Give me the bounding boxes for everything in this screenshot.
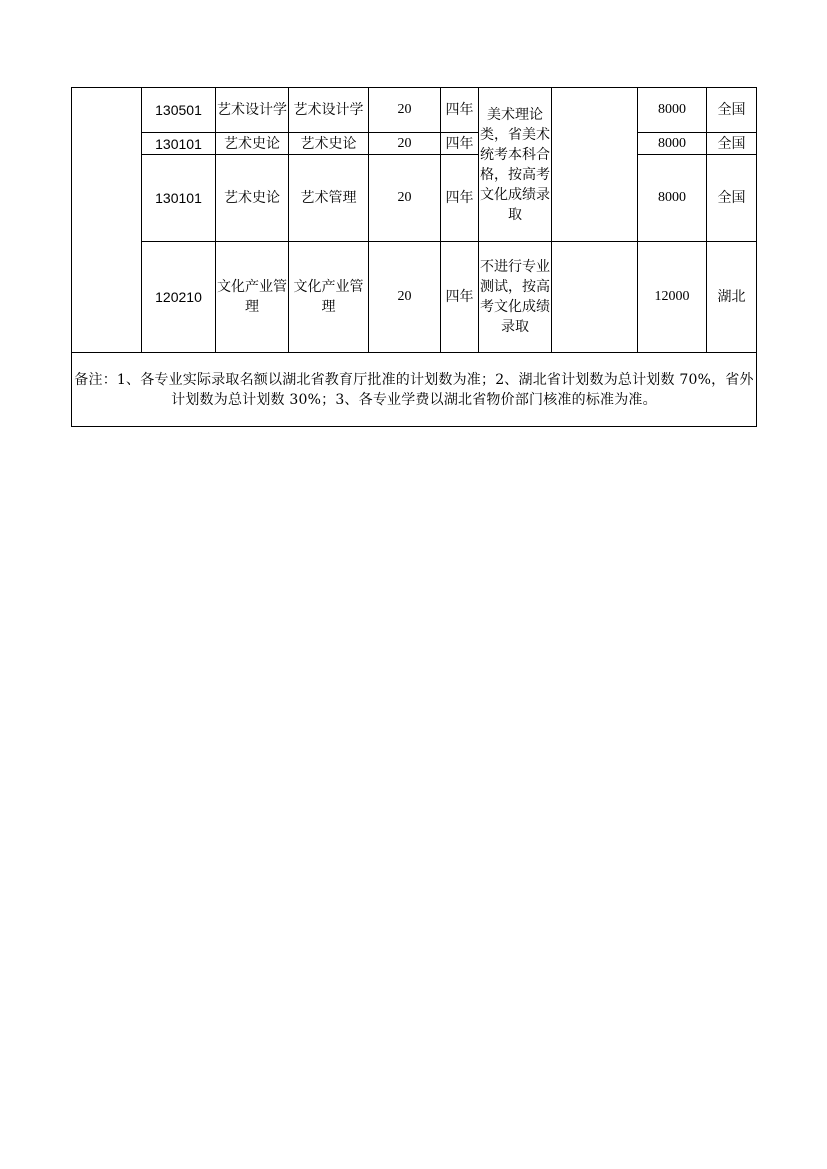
admission-requirement-culture-cell: 不进行专业测试，按高考文化成绩录取	[479, 242, 552, 353]
major-code-cell: 130101	[142, 155, 216, 242]
table-row	[72, 155, 757, 242]
major-category-cell: 艺术史论	[216, 155, 289, 242]
empty-remark-cell	[552, 88, 638, 242]
region-cell: 全国	[707, 88, 757, 133]
major-code-cell: 130501	[142, 88, 216, 133]
major-category-cell: 艺术史论	[216, 133, 289, 155]
table-row	[72, 133, 757, 155]
table-footnote: 备注：1、各专业实际录取名额以湖北省教育厅批准的计划数为准；2、湖北省计划数为总计划数 70%，省外计划数为总计划数 30%；3、各专业学费以湖北省物价部门核准的标准为准。	[72, 353, 757, 427]
plan-count-cell: 20	[369, 242, 441, 353]
major-category-cell: 文化产业管理	[216, 242, 289, 353]
table-row	[72, 88, 757, 133]
plan-count-cell: 20	[369, 133, 441, 155]
plan-count-cell: 20	[369, 155, 441, 242]
merged-empty-cell	[72, 88, 142, 353]
tuition-fee-cell: 8000	[638, 155, 707, 242]
region-cell: 全国	[707, 133, 757, 155]
duration-cell: 四年	[441, 242, 479, 353]
duration-cell: 四年	[441, 133, 479, 155]
enrollment-plan-table	[71, 87, 757, 427]
region-cell: 湖北	[707, 242, 757, 353]
major-name-cell: 文化产业管理	[289, 242, 369, 353]
tuition-fee-cell: 8000	[638, 133, 707, 155]
duration-cell: 四年	[441, 155, 479, 242]
major-category-cell: 艺术设计学	[216, 88, 289, 133]
region-cell: 全国	[707, 155, 757, 242]
tuition-fee-cell: 8000	[638, 88, 707, 133]
table-row	[72, 242, 757, 353]
major-name-cell: 艺术史论	[289, 133, 369, 155]
major-name-cell: 艺术设计学	[289, 88, 369, 133]
note-row	[72, 353, 757, 427]
empty-remark-cell	[552, 242, 638, 353]
major-name-cell: 艺术管理	[289, 155, 369, 242]
major-code-cell: 130101	[142, 133, 216, 155]
plan-count-cell: 20	[369, 88, 441, 133]
tuition-fee-cell: 12000	[638, 242, 707, 353]
duration-cell: 四年	[441, 88, 479, 133]
admission-requirement-art-cell: 美术理论类，省美术统考本科合格，按高考文化成绩录取	[479, 88, 552, 242]
major-code-cell: 120210	[142, 242, 216, 353]
